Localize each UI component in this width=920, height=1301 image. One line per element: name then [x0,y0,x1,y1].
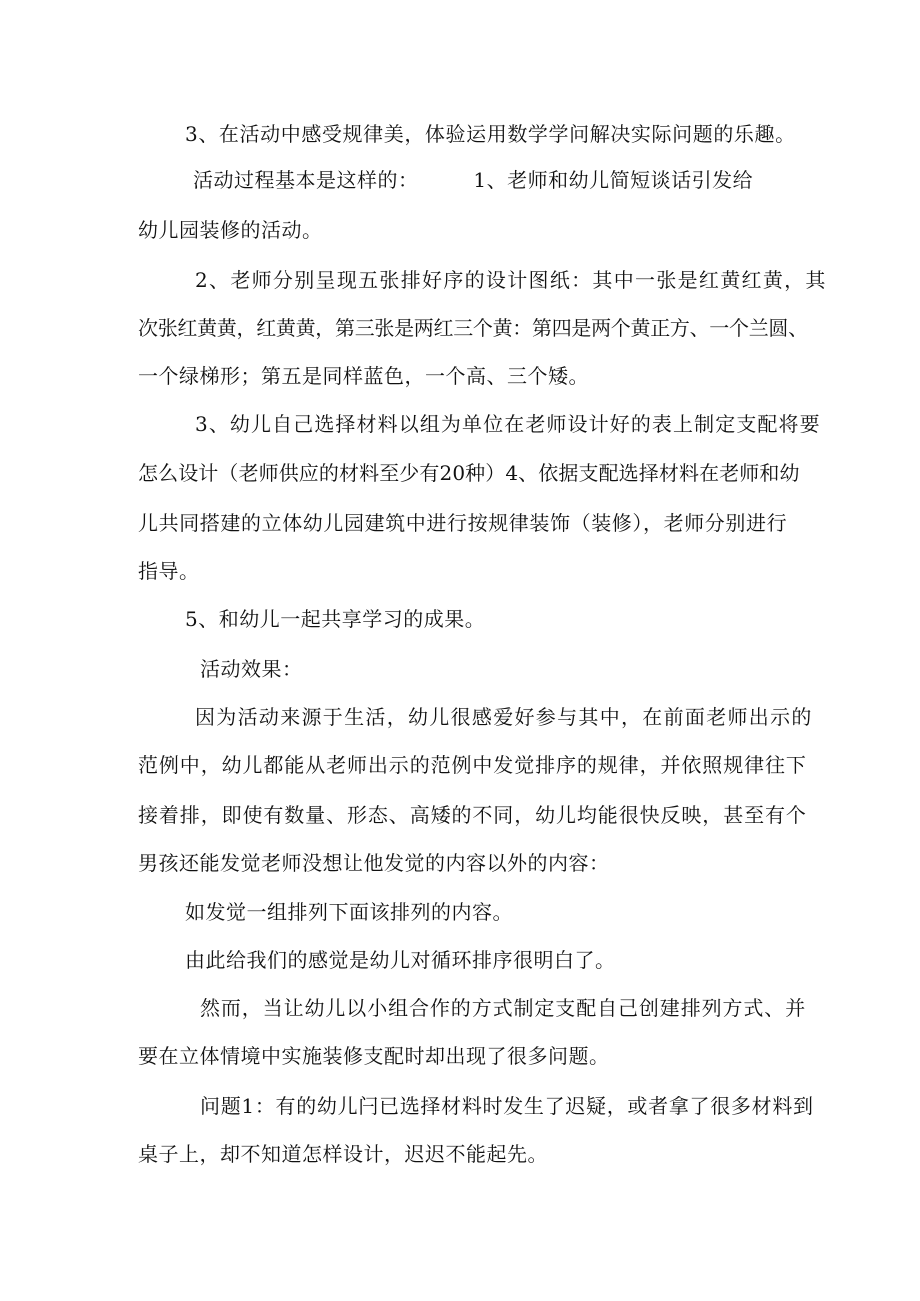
text-line: 儿共同搭建的立体幼儿园建筑中进行按规律装饰（装修），老师分别进行 [138,511,788,535]
text-line: 指导。 [138,559,200,583]
text-line: 如发觉一组排列下面该排列的内容。 [185,900,513,924]
text-line: 活动效果： [200,657,303,681]
text-line: 怎么设计（老师供应的材料至少有20种）4、依据支配选择材料在老师和幼 [138,461,800,485]
text-line: 因为活动来源于生活，幼儿很感爱好参与其中，在前面老师出示的 [195,705,813,729]
text-line: 一个绿梯形；第五是同样蓝色，一个高、三个矮。 [138,364,589,388]
text-line: 接着排，即使有数量、形态、高矮的不同，幼儿均能很快反映，甚至有个 [138,803,807,827]
text-line: 5、和幼儿一起共享学习的成果。 [185,607,486,631]
text-line: 范例中，幼儿都能从老师出示的范例中发觉排序的规律，并依照规律往下 [138,753,807,777]
text-line: 次张红黄黄，红黄黄，第三张是两红三个黄：第四是两个黄正方、一个兰圆、 [138,316,808,340]
text-line: 3、在活动中感受规律美，体验运用数学学问解决实际问题的乐趣。 [185,122,796,146]
text-line: 活动过程基本是这样的： 1、老师和幼儿简短谈话引发给 [193,168,754,192]
text-line: 男孩还能发觉老师没想让他发觉的内容以外的内容： [138,851,610,875]
text-line: 然而，当让幼儿以小组合作的方式制定支配自己创建排列方式、并 [200,996,807,1020]
text-line: 幼儿园装修的活动。 [138,218,323,242]
text-line: 3、幼儿自己选择材料以组为单位在老师设计好的表上制定支配将要 [195,412,821,436]
text-line: 由此给我们的感觉是幼儿对循环排序很明白了。 [185,948,616,972]
text-line: 要在立体情境中实施装修支配时却出现了很多问题。 [138,1044,610,1068]
text-line: 问题1：有的幼儿闩已选择材料时发生了迟疑，或者拿了很多材料到 [200,1094,814,1118]
text-line: 2、老师分别呈现五张排好序的设计图纸：其中一张是红黄红黄，其 [195,268,827,292]
text-line: 桌子上，却不知道怎样设计，迟迟不能起先。 [138,1142,548,1166]
